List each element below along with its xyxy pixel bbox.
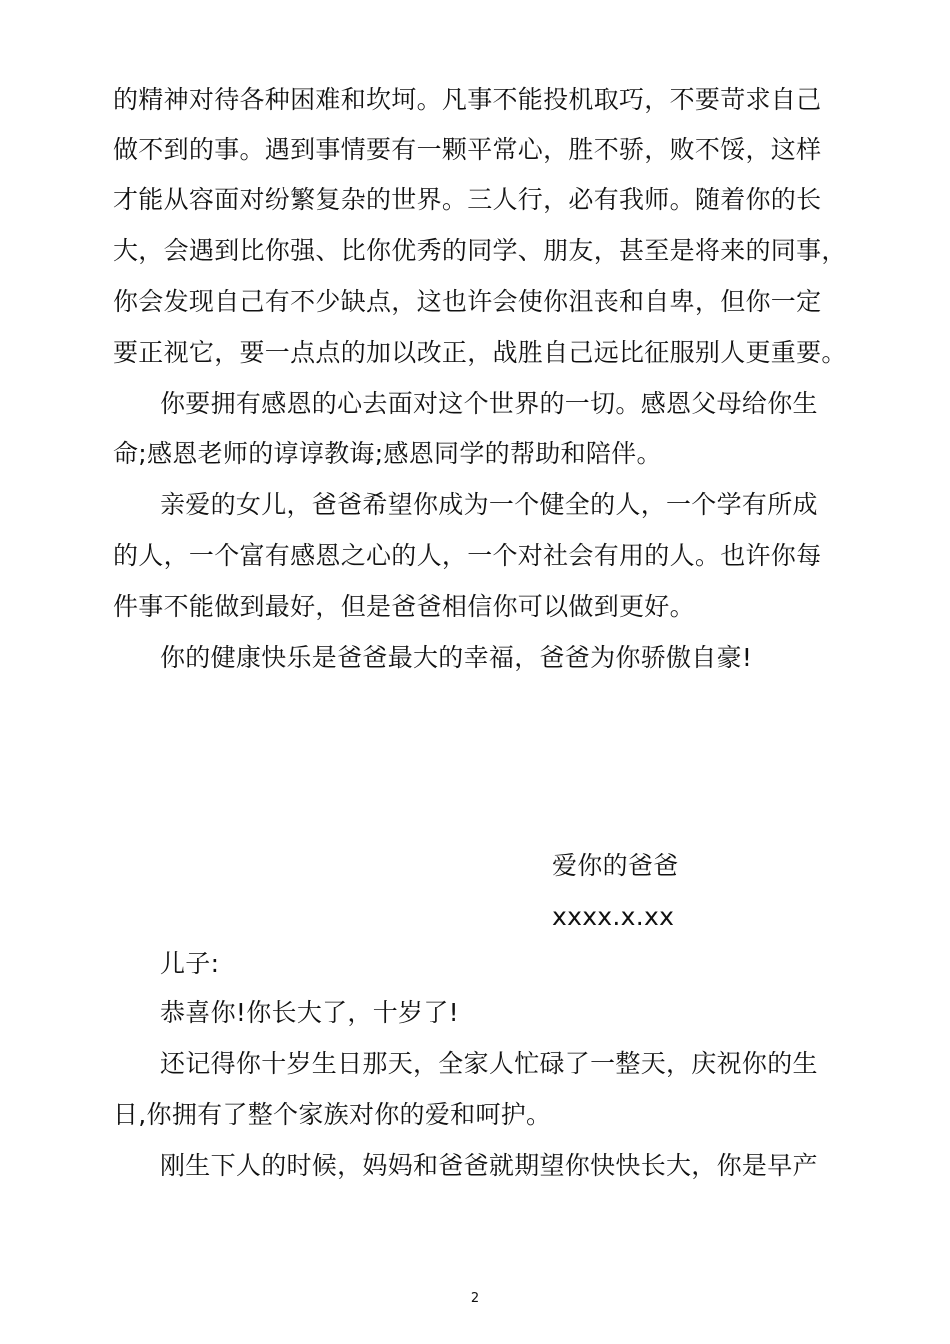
text-line: 你会发现自己有不少缺点，这也许会使你沮丧和自卑，但你一定 [113,287,822,316]
paragraph-start-line: 亲爱的女儿，爸爸希望你成为一个健全的人，一个学有所成 [160,490,818,519]
text-line: 大，会遇到比你强、比你优秀的同学、朋友，甚至是将来的同事， [113,236,847,265]
text-line: 件事不能做到最好，但是爸爸相信你可以做到更好。 [113,592,695,621]
text-line: 的人，一个富有感恩之心的人，一个对社会有用的人。也许你每 [113,541,822,570]
text-line: 要正视它，要一点点的加以改正，战胜自己远比征服别人更重要。 [113,338,847,367]
signature-name: 爱你的爸爸 [552,851,679,880]
paragraph-start-line: 你的健康快乐是爸爸最大的幸福，爸爸为你骄傲自豪! [160,643,753,672]
text-line: 才能从容面对纷繁复杂的世界。三人行，必有我师。随着你的长 [113,185,822,214]
text-line: 的精神对待各种困难和坎坷。凡事不能投机取巧，不要苛求自己 [113,85,822,114]
text-line: 日,你拥有了整个家族对你的爱和呵护。 [113,1100,552,1129]
text-line: 命;感恩老师的谆谆教诲;感恩同学的帮助和陪伴。 [113,439,662,468]
page-number: 2 [470,1291,480,1306]
paragraph-start-line: 你要拥有感恩的心去面对这个世界的一切。感恩父母给你生 [160,389,818,418]
paragraph-start-line: 刚生下人的时候，妈妈和爸爸就期望你快快长大，你是早产 [160,1151,818,1180]
signature-date: xxxx.x.xx [552,902,675,931]
paragraph-start-line: 恭喜你!你长大了，十岁了! [160,998,459,1027]
text-line: 做不到的事。遇到事情要有一颗平常心，胜不骄，败不馁，这样 [113,135,822,164]
letter-salutation: 儿子: [160,949,220,978]
paragraph-start-line: 还记得你十岁生日那天，全家人忙碌了一整天，庆祝你的生 [160,1049,818,1078]
